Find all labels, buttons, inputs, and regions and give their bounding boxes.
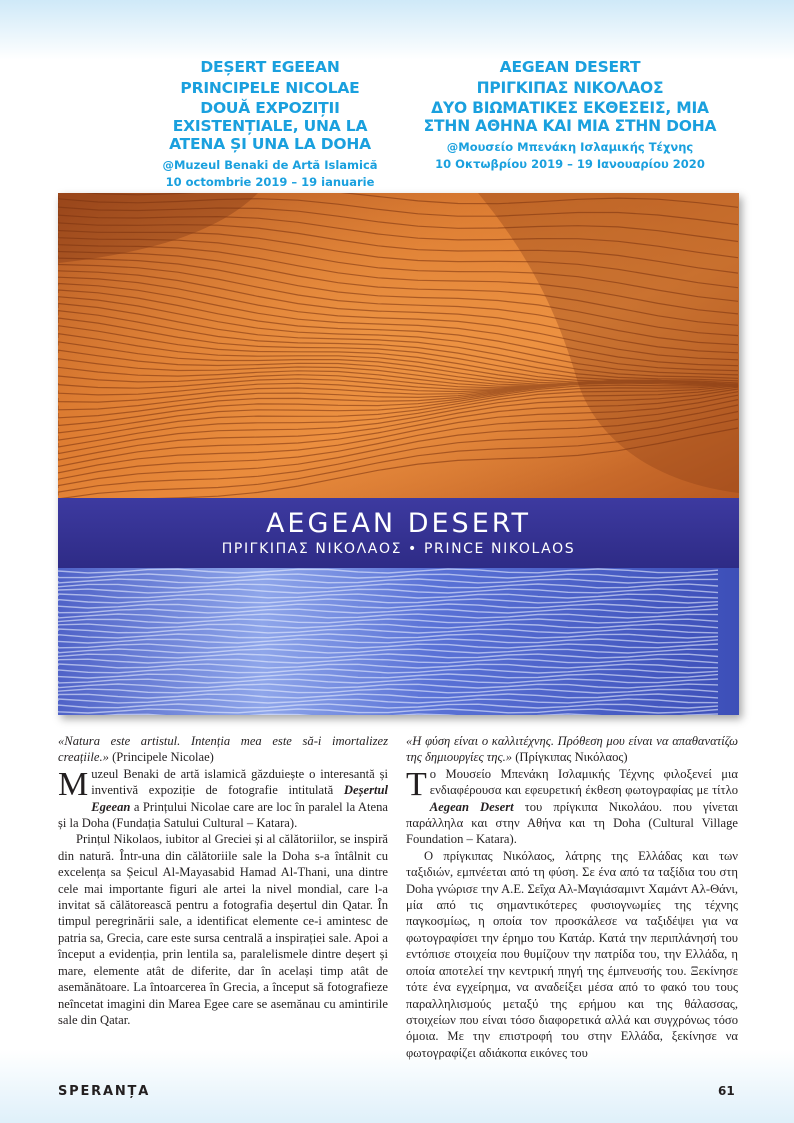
- paragraph-1-greek: Το Μουσείο Μπενάκη Ισλαμικής Τέχνης φιλοξενεί μια ενδιαφέρουσα και εφευρετική έκθεση φωτογραφίας με τίτλο Aegean Desert του πρίγκιπα Νικολάου. που γίνεται παράλληλα και στην Αθήνα και τη Doha (Cultural Village Foundation – Katara).: [406, 765, 739, 847]
- article-column-greek: [406, 733, 738, 1061]
- quote-romanian: «Natura este artistul. Intenția mea este să-i imortalizez creațiile.» (Principele Nicolae): [58, 734, 388, 765]
- title-romanian: DEȘERT EGEEAN: [200, 58, 340, 76]
- header-romanian: [150, 57, 390, 208]
- header-greek: [410, 57, 730, 173]
- paragraph-2-romanian: Prințul Nikolaos, iubitor al Greciei și al călătoriilor, se inspiră din natură. Într-una din călătoriile sale la Doha s-a întâlnit cu excelența sa Șeicul Al-Mayasabid Hamad Al-Thani, una dintre cele mai importante figuri ale artei la nivel mondial, care l-a invitat să călătorească pentru a fotografia deșertul din Qatar. În timpul peregrinării sale, a identificat elemente ce-i amintesc de patria sa, Grecia, care este sursa centrală a inspirației sale. Apoi a început a evidenția, prin lentila sa, paralelismele dintre deșert și mare, elemente atât de diferite, dar în același timp atât de asemănătoare. La întoarcerea în Grecia, a început să fotografieze neîncetat imagini din Marea Egee care se asemănau cu amintirile sale din Qatar.: [58, 832, 388, 1027]
- paragraph-2-greek: Ο πρίγκιπας Νικόλαος, λάτρης της Ελλάδας και των ταξιδιών, εμπνέεται από τη φύση. Σε ένα από τα ταξίδια του στη Doha γνώρισε την Α.Ε. Σεΐχα Αλ-Μαγιάσαμιντ Χαμάντ Αλ-Θάνι, μία από τις σημαντικότερες φυσιογνωμίες της τέχνης παγκοσμίως, η οποία τον προσκάλεσε να ταξιδέψει για να φωτογραφίσει την έρημο του Κατάρ. Κατά την περιπλάνησή του εντόπισε στοιχεία που θυμίζουν την πατρίδα του, την Ελλάδα, η οποία αποτελεί την κεντρική πηγή της έμπνευσής του. Ξεκίνησε τότε ένα εγχείρημα, να αναδείξει μέσα από το φακό του τους παραλληλισμούς μεταξύ της ερήμου και της θάλασσας, στοιχείων που είναι τόσο διαφορετικά αλλά και συγχρόνως τόσο όμοια. Με την επιστροφή του στην Ελλάδα, ξεκίνησε να φωτογραφίζει αδιάκοπα εικόνες του: [406, 848, 738, 1060]
- subtitle-romanian: PRINCIPELE NICOLAE: [180, 79, 360, 97]
- tagline-romanian: DOUĂ EXPOZIȚII EXISTENȚIALE, UNA LA ATENA ȘI UNA LA DOHA: [169, 99, 371, 153]
- paragraph-1-romanian: Muzeul Benaki de artă islamică găzduiește o interesantă și inventivă expoziție de fotografie intitulată Deșertul Egeean a Prințului Nicolae care are loc în paralel la Atena și la Doha (Fundația Satului Cultural – Katara).: [58, 765, 388, 831]
- sea-water-image: [58, 568, 739, 715]
- cover-subtitle: ΠΡΙΓΚΙΠΑΣ ΝΙΚΟΛΑΟΣ • PRINCE NIKOLAOS: [221, 541, 576, 557]
- title-greek: AEGEAN DESERT: [499, 58, 641, 76]
- article-column-romanian: [58, 733, 388, 1028]
- page-number: 61: [718, 1084, 735, 1098]
- magazine-name: SPERANȚA: [58, 1084, 151, 1099]
- venue-romanian: @Muzeul Benaki de Artă Islamică: [162, 158, 378, 172]
- desert-dunes-image: [58, 193, 739, 498]
- book-cover-photo: [58, 193, 739, 715]
- subtitle-greek: ΠΡΙΓΚΙΠΑΣ ΝΙΚΟΛΑΟΣ: [476, 79, 664, 97]
- drop-cap: Τ: [406, 765, 427, 803]
- venue-greek: @Μουσείο Μπενάκη Ισλαμικής Τέχνης: [446, 140, 694, 154]
- tagline-greek: ΔΥΟ ΒΙΩΜΑΤΙΚΕΣ ΕΚΘΕΣΕΙΣ, ΜΙΑ ΣΤΗΝ ΑΘΗΝΑ ΚΑΙ ΜΙΑ ΣΤΗΝ DOHA: [423, 99, 717, 135]
- dates-romanian: 10 octombrie 2019 – 19 ianuarie: [165, 175, 375, 189]
- cover-title-band: [58, 498, 739, 568]
- quote-greek: «Η φύση είναι ο καλλιτέχνης. Πρόθεση μου είναι να απαθανατίζω της δημιουργίες της.» (Πρίγκιπας Νικόλαος): [406, 734, 738, 765]
- cover-title: AEGEAN DESERT: [265, 508, 532, 539]
- drop-cap: M: [58, 765, 89, 803]
- dates-greek: 10 Οκτωβρίου 2019 – 19 Ιανουαρίου 2020: [435, 157, 705, 171]
